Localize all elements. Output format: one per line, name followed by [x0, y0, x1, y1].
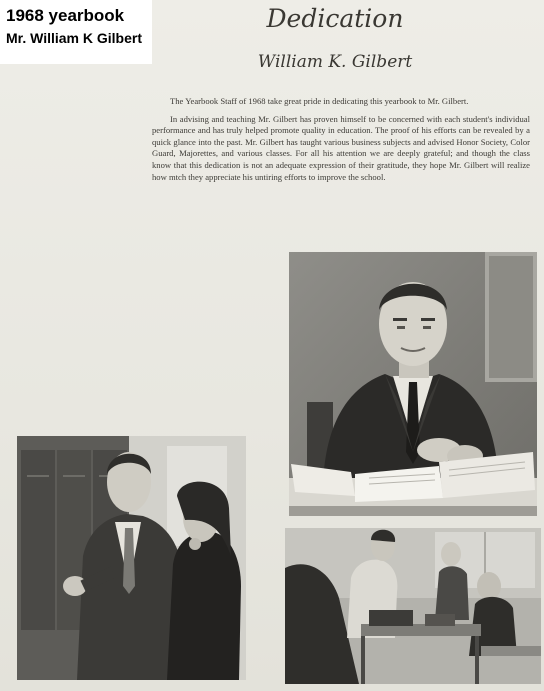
dedication-text: [152, 96, 530, 183]
honoree-name: William K. Gilbert: [257, 52, 413, 72]
caption-box: [0, 0, 152, 64]
dedication-paragraph: The Yearbook Staff of 1968 take great pride in dedicating this yearbook to Mr. Gilbert.: [170, 96, 469, 106]
hallway-photo: [17, 436, 246, 680]
portrait-photo: [289, 252, 537, 516]
page-heading: Dedication: [266, 4, 404, 33]
dedication-paragraph: In advising and teaching Mr. Gilbert has proven himself to be concerned with each student's individual performance and has truly helped promote quality in education. The proof of his efforts can be revealed by a quick glance into the past. Mr. Gilbert has taught various business subjects and advised Honor Society, Color Guard, Majorettes, and various classes. For all his attention we are deeply grateful; and though the class know that this dedication is not an adequate expression of their gratitude, they hope Mr. Gilbert will realize how mtch they appreciate his untiring efforts to improve the school.: [152, 113, 530, 182]
classroom-photo: [285, 528, 541, 684]
caption-title: 1968 yearbook: [6, 6, 125, 25]
caption-subtitle: Mr. William K Gilbert: [6, 30, 143, 46]
